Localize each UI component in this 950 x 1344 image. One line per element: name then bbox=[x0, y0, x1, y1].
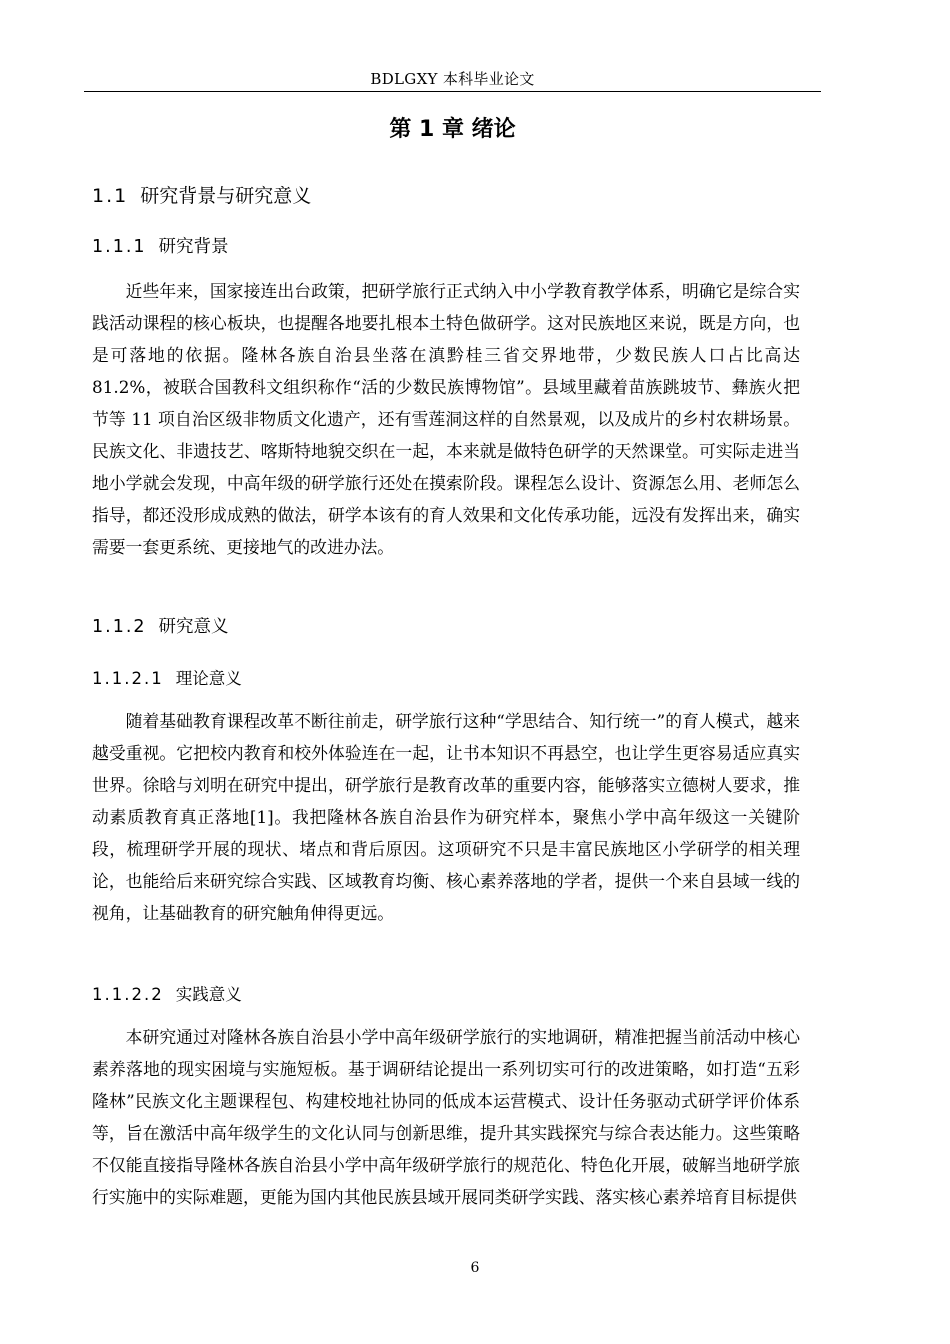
section-title: 研究背景 bbox=[158, 237, 229, 257]
chapter-title: 第 1 章 绪论 bbox=[389, 117, 516, 142]
paragraph-theoretical-significance: 随着基础教育课程改革不断往前走，研学旅行这种“学思结合、知行统一”的育人模式，越来越受重视。它把校内教育和校外体验连在一起，让书本知识不再悬空，也让学生更容易适应真实世界。徐晗与刘明在研究中提出，研学旅行是教育改革的重要内容，能够落实立德树人要求，推动素质教育真正落地[1]。我把隆林各族自治县作为研究样本，聚焦小学中高年级这一关键阶段，梳理研学开展的现状、堵点和背后原因。这项研究不只是丰富民族地区小学研学的相关理论，也能给后来研究综合实践、区域教育均衡、核心素养落地的学者，提供一个来自县域一线的视角，让基础教育的研究触角伸得更远。 bbox=[92, 711, 800, 923]
paragraph-research-background: 近些年来，国家接连出台政策，把研学旅行正式纳入中小学教育教学体系，明确它是综合实践活动课程的核心板块，也提醒各地要扎根本土特色做研学。这对民族地区来说，既是方向，也是可落地的依据。隆林各族自治县坐落在滇黔桂三省交界地带，少数民族人口占比高达 81.2%，被联合国教科文组织称作“活的少数民族博物馆”。县域里藏着苗族跳坡节、彝族火把节等 11 项自治区级非物质文化遗产，还有雪莲洞这样的自然景观，以及成片的乡村农耕场景。民族文化、非遗技艺、喀斯特地貌交织在一起，本来就是做特色研学的天然课堂。可实际走进当地小学就会发现，中高年级的研学旅行还处在摸索阶段。课程怎么设计、资源怎么用、老师怎么指导，都还没形成成熟的做法，研学本该有的育人效果和文化传承功能，远没有发挥出来，确实需要一套更系统、更接地气的改进办法。 bbox=[92, 281, 800, 557]
subsubsection-heading-1-1-2-1 bbox=[92, 667, 242, 691]
section-title: 理论意义 bbox=[175, 669, 242, 688]
section-title: 研究背景与研究意义 bbox=[140, 185, 312, 207]
paragraph-practical-significance: 本研究通过对隆林各族自治县小学中高年级研学旅行的实地调研，精准把握当前活动中核心素养落地的现实困境与实施短板。基于调研结论提出一系列切实可行的改进策略，如打造“五彩隆林”民族文化主题课程包、构建校地社协同的低成本运营模式、设计任务驱动式研学评价体系等，旨在激活中高年级学生的文化认同与创新思维，提升其实践探究与综合表达能力。这些策略不仅能直接指导隆林各族自治县小学中高年级研学旅行的规范化、特色化开展，破解当地研学旅行实施中的实际难题，更能为国内其他民族县域开展同类研学实践、落实核心素养培育目标提供 bbox=[92, 1027, 800, 1207]
page-number: 6 bbox=[470, 1260, 480, 1276]
section-number: 1.1.2.1 bbox=[92, 669, 164, 688]
section-number: 1.1.2.2 bbox=[92, 985, 164, 1004]
subsubsection-heading-1-1-2-2 bbox=[92, 983, 242, 1007]
section-heading-1-1 bbox=[92, 182, 311, 210]
section-number: 1.1.1 bbox=[92, 237, 147, 257]
section-title: 研究意义 bbox=[158, 617, 229, 637]
section-number: 1.1.2 bbox=[92, 617, 147, 637]
header-rule bbox=[84, 91, 821, 92]
subsection-heading-1-1-2 bbox=[92, 614, 229, 640]
section-number: 1.1 bbox=[92, 185, 129, 207]
running-header: BDLGXY 本科毕业论文 bbox=[370, 70, 535, 88]
section-title: 实践意义 bbox=[175, 985, 242, 1004]
subsection-heading-1-1-1 bbox=[92, 234, 229, 260]
